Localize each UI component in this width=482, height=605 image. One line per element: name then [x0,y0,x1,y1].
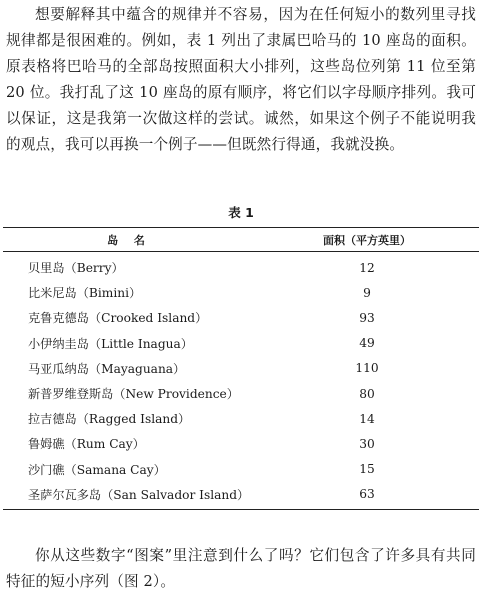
table-row [3,356,479,381]
island-area-cell: 9 [363,285,371,300]
table-row [3,457,479,482]
island-name-cell: 马亚瓜纳岛（Mayaguana） [28,361,186,376]
table-row [3,381,479,406]
table-body [3,252,479,509]
table-row [3,255,479,280]
island-area-cell: 12 [359,260,375,275]
island-area-cell: 80 [359,386,375,401]
intro-paragraph: 想要解释其中蕴含的规律并不容易，因为在任何短小的数列里寻找规律都是很困难的。例如，表 1 列出了隶属巴哈马的 10 座岛的面积。原表格将巴哈马的全部岛按照面积大小排列，这些岛位列第 11 位至第 20 位。我打乱了这 10 座岛的原有顺序，将它们以字母顺序排列。我可以保证，这是我第一次做这样的尝试。诚然，如果这个例子不能说明我的观点，我可以再换一个例子——但既然行得通，我就没换。 [6,6,476,153]
island-name-cell: 沙门礁（Samana Cay） [28,462,166,477]
island-name-cell: 比米尼岛（Bimini） [28,286,142,301]
table-row [3,280,479,305]
island-area-cell: 14 [359,411,375,426]
table-title: 表 1 [228,205,254,220]
table-header-row [3,228,479,252]
island-area-cell: 63 [359,487,375,502]
island-name-cell: 小伊纳圭岛（Little Inagua） [28,336,193,351]
island-name-cell: 克鲁克德岛（Crooked Island） [28,311,208,326]
island-area-cell: 15 [359,462,375,477]
island-area-cell: 49 [359,336,375,351]
island-name-cell: 圣萨尔瓦多岛（San Salvador Island） [28,487,250,502]
island-area-cell: 30 [359,436,375,451]
island-name-cell: 贝里岛（Berry） [28,261,124,276]
table-row [3,482,479,507]
island-area-table [3,227,479,510]
island-name-cell: 鲁姆礁（Rum Cay） [28,437,145,452]
island-area-cell: 110 [355,361,379,376]
header-area: 面积（平方英里） [323,233,411,247]
table-row [3,305,479,330]
closing-paragraph: 你从这些数字“图案”里注意到什么了吗？它们包含了许多具有共同特征的短小序列（图 2）。 [6,547,476,590]
island-name-cell: 新普罗维登斯岛（New Providence） [28,387,239,402]
table-row [3,431,479,456]
table-row [3,331,479,356]
island-area-cell: 93 [359,310,375,325]
header-island-name: 岛 名 [107,233,151,247]
table-row [3,406,479,431]
island-name-cell: 拉吉德岛（Ragged Island） [28,412,191,427]
